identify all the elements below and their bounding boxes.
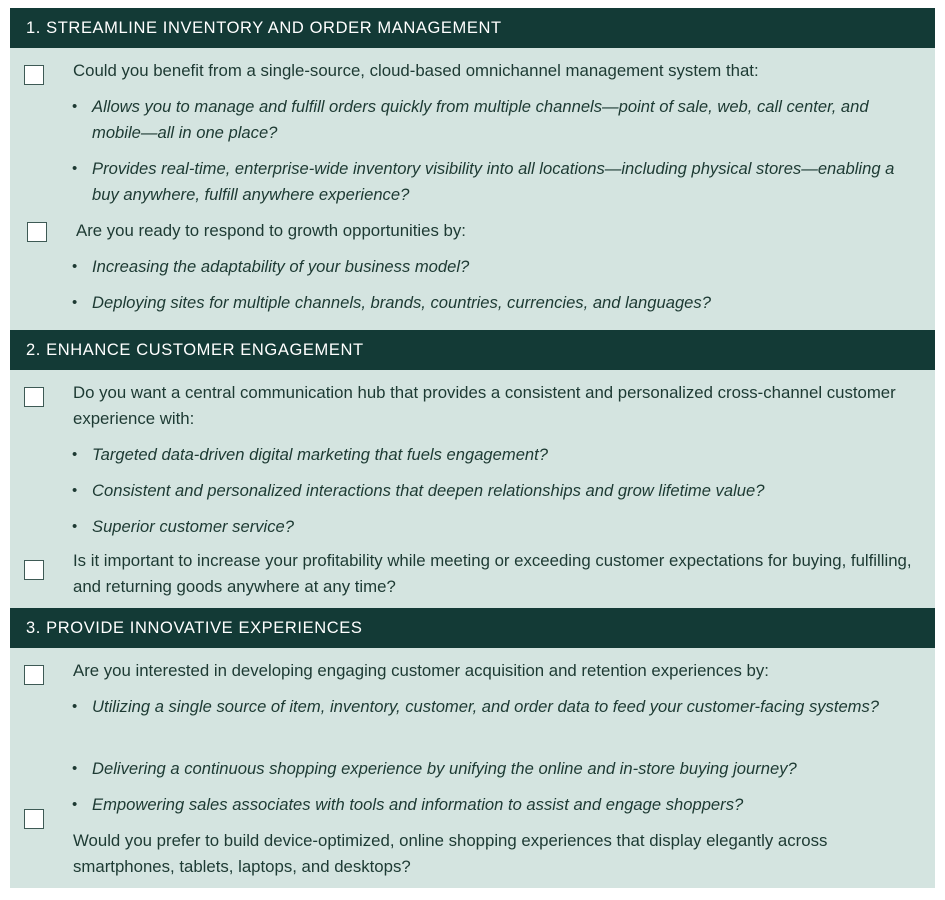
section-1-q1-bullet-1: • Allows you to manage and fulfill orders quickly from multiple channels—point of sale, web, call center, and mobile—all in one place?: [72, 94, 922, 146]
section-1-q1-bullet-2: • Provides real-time, enterprise-wide inventory visibility into all locations—including physical stores—enabling a buy anywhere, fulfill anywhere experience?: [72, 156, 922, 208]
section-3-q1-bullet-2: • Delivering a continuous shopping experience by unifying the online and in-store buying journey?: [72, 756, 922, 782]
section-3-q1-bullet-1: • Utilizing a single source of item, inventory, customer, and order data to feed your customer-facing systems?: [72, 694, 922, 720]
section-2-question-2: Is it important to increase your profitability while meeting or exceeding customer expectations for buying, fulfilling, and returning goods anywhere at any time?: [73, 551, 912, 596]
section-2-q1-bullet-3: • Superior customer service?: [72, 514, 922, 540]
section-3-header: 3. PROVIDE INNOVATIVE EXPERIENCES: [10, 608, 935, 648]
section-2-q1-bullet-1: • Targeted data-driven digital marketing that fuels engagement?: [72, 442, 922, 468]
section-3-q1-bullet-3: • Empowering sales associates with tools and information to assist and engage shoppers?: [72, 792, 922, 818]
section-1-question-2: Are you ready to respond to growth opportunities by:: [76, 221, 466, 240]
checkbox-s3-q2[interactable]: [24, 809, 44, 829]
section-3-question-2: Would you prefer to build device-optimized, online shopping experiences that display elegantly across smartphones, tablets, laptops, and desktops?: [73, 831, 828, 876]
section-1-header: 1. STREAMLINE INVENTORY AND ORDER MANAGEMENT: [10, 8, 935, 48]
section-2-q1-bullet-2: • Consistent and personalized interactions that deepen relationships and grow lifetime value?: [72, 478, 922, 504]
section-1-q2-bullet-1: • Increasing the adaptability of your business model?: [72, 254, 922, 280]
checkbox-s1-q2[interactable]: [27, 222, 47, 242]
section-2-question-1: Do you want a central communication hub that provides a consistent and personalized cross-channel customer experience with:: [73, 383, 896, 428]
section-1-q2-bullet-2: • Deploying sites for multiple channels, brands, countries, currencies, and languages?: [72, 290, 922, 316]
section-1-question-1: Could you benefit from a single-source, cloud-based omnichannel management system that:: [73, 61, 759, 80]
section-3-question-1: Are you interested in developing engaging customer acquisition and retention experiences by:: [73, 661, 769, 680]
checkbox-s1-q1[interactable]: [24, 65, 44, 85]
checkbox-s2-q1[interactable]: [24, 387, 44, 407]
checkbox-s2-q2[interactable]: [24, 560, 44, 580]
checkbox-s3-q1[interactable]: [24, 665, 44, 685]
section-2-header: 2. ENHANCE CUSTOMER ENGAGEMENT: [10, 330, 935, 370]
